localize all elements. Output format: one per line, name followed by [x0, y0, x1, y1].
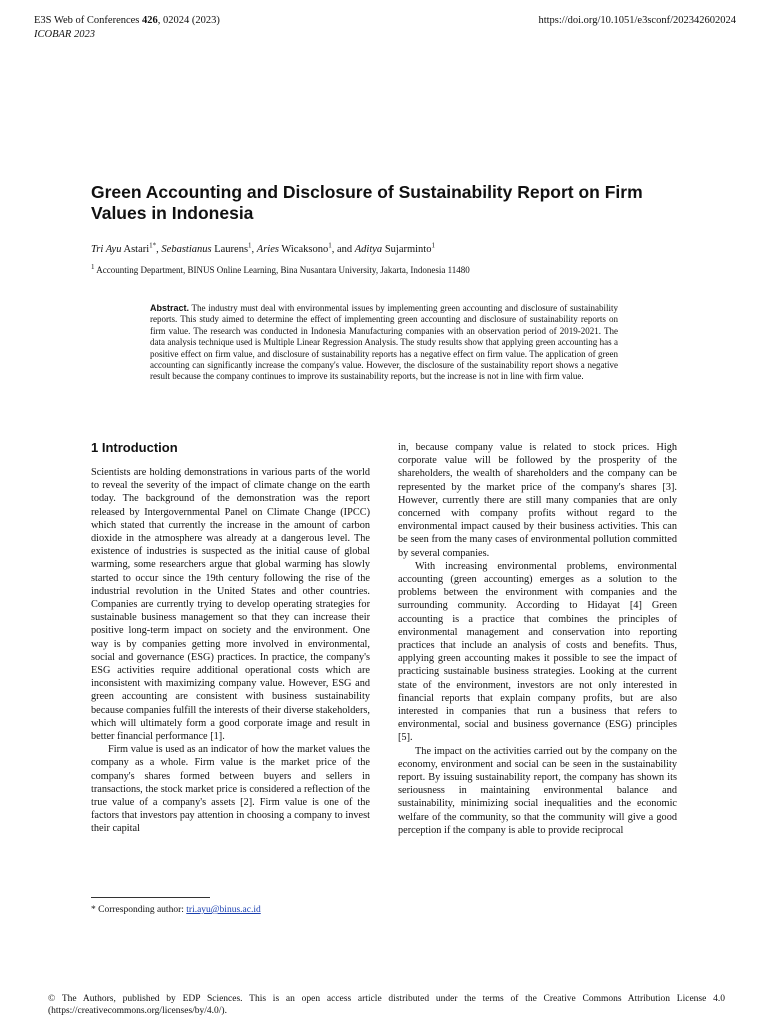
author: Aditya Sujarminto$^1$ [354, 241, 435, 255]
body-paragraph: Firm value is used as an indicator of how the market values the company as a whole. Firm value is the market price of the company's shares formed between buyers and sellers in transactions, the stock market price is considered a reflection of the true value of a company's assets [2]. Firm value is one of the factors that investors pay attention in choosing a company to invest their capital [91, 744, 370, 835]
body-paragraph: The impact on the activities carried out by the company on the economy, environment and social can be seen in the sustainability report. By issuing sustainability report, the company has shown its seriousness in maintaining environmental balance and sustainability, minimizing social inequalities and the economic welfare of the community, so that the community will give a good perception if the company is able to provide reciprocal [398, 745, 677, 836]
paper-title: Green Accounting and Disclosure of Sustainability Report on Firm Values in Indonesia [91, 182, 643, 223]
corresponding-author-footnote: * Corresponding author: tri.ayu@binus.ac.id [91, 905, 261, 915]
author: Sebastianus Laurens$^1$, [161, 241, 257, 255]
author: Aries Wicaksono$^1$, and [256, 241, 355, 255]
doi-link[interactable]: https://doi.org/10.1051/e3sconf/202342602024 [538, 15, 736, 26]
author-list [91, 243, 691, 256]
conference-name: ICOBAR 2023 [34, 29, 95, 40]
body-paragraph: With increasing environmental problems, environmental accounting (green accounting) emerges as a solution to the problems between the environment with companies and the surrounding community. According to Hidayat [4] Green accounting is a practice that combines the principles of environmental management and conservation into reporting practices that include an analysis of costs and benefits. Thus, applying green accounting makes it possible to see the impact of practicing sustainable business strategies. Looking at the current state of the environment, investors are not only interested in financial reports that explain company profits, but are also interested in companies that run a business that refers to environmental, social and business governance (ESG) principles [5]. [398, 560, 677, 744]
author: Tri Ayu Astari$^{1*}$, [91, 241, 162, 255]
section-heading: 1 Introduction [91, 440, 178, 455]
affiliation: $^1$ Accounting Department, BINUS Online Learning, Bina Nusantara University, Jakarta, Indonesia 11480 [91, 263, 470, 275]
right-column [398, 441, 677, 837]
abstract [150, 303, 618, 383]
footnote-divider [91, 897, 210, 898]
volume-number: 426 [142, 15, 158, 26]
journal-citation: E3S Web of Conferences 426, 02024 (2023) [34, 15, 220, 26]
license-notice: © The Authors, published by EDP Sciences. This is an open access article distributed under the terms of the Creative Commons Attribution License 4.0 (https://creativecommons.org/licenses/by/4.0/). [48, 994, 725, 1016]
left-column [91, 440, 370, 836]
body-paragraph: in, because company value is related to stock prices. High corporate value will be followed by the prosperity of the shareholders, the wealth of shareholders and the company can be represented by the market price of the company's shares [3]. However, currently there are still many companies that are only concerned with company profits without regard to the environmental impact caused by their business activities. This can be seen from the many cases of environmental pollution committed by several companies. [398, 442, 677, 559]
abstract-label: Abstract. [150, 303, 190, 313]
author-email-link[interactable]: tri.ayu@binus.ac.id [186, 905, 261, 915]
abstract-text: The industry must deal with environmental issues by implementing green accounting and disclosure of sustainability reports. This study aimed to determine the effect of implementing green accounting and disclosure of sustainability reports on firm value. The research was conducted in Indonesia Manufacturing companies with an observation period of 2019-2021. The data analysis technique used is Multiple Linear Regression Analysis. The study results show that applying green accounting has a positive effect on firm value, and disclosure of sustainability reports has a negative effect on firm value. The application of green accounting can significantly increase the company's value. However, the disclosure of the sustainability report shows a negative result because the company continues to improve its sustainability reports, but the increase is not in line with firm value. [150, 303, 618, 382]
body-paragraph: Scientists are holding demonstrations in various parts of the world to reveal the severity of the impact of climate change on the earth today. The background of the demonstration was the report released by Intergovernmental Panel on Climate Change (IPCC) which stated that currently the increase in the amount of carbon dioxide in the atmosphere was already at a dangerous level. The existence of industries is suspected as the initial cause of global warming, some researchers argue that global warming has slowly started to occur since the 19th century following the rise of the industrial revolution in the United States and other countries. Companies are currently trying to develop operating strategies for sustainable business management so that they can increase their positive long-term impact on society and the environment. One way is by companies getting more involved in environmental, social and governance (ESG) practices. In practice, the company's ESG activities require additional operational costs which are inconsistent with maximizing company value. However, ESG and green accounting are consistent with business sustainability because companies fulfill the interests of their diverse stakeholders, which will ultimately form a good corporate image and result in better financial performance [1]. [91, 467, 370, 743]
